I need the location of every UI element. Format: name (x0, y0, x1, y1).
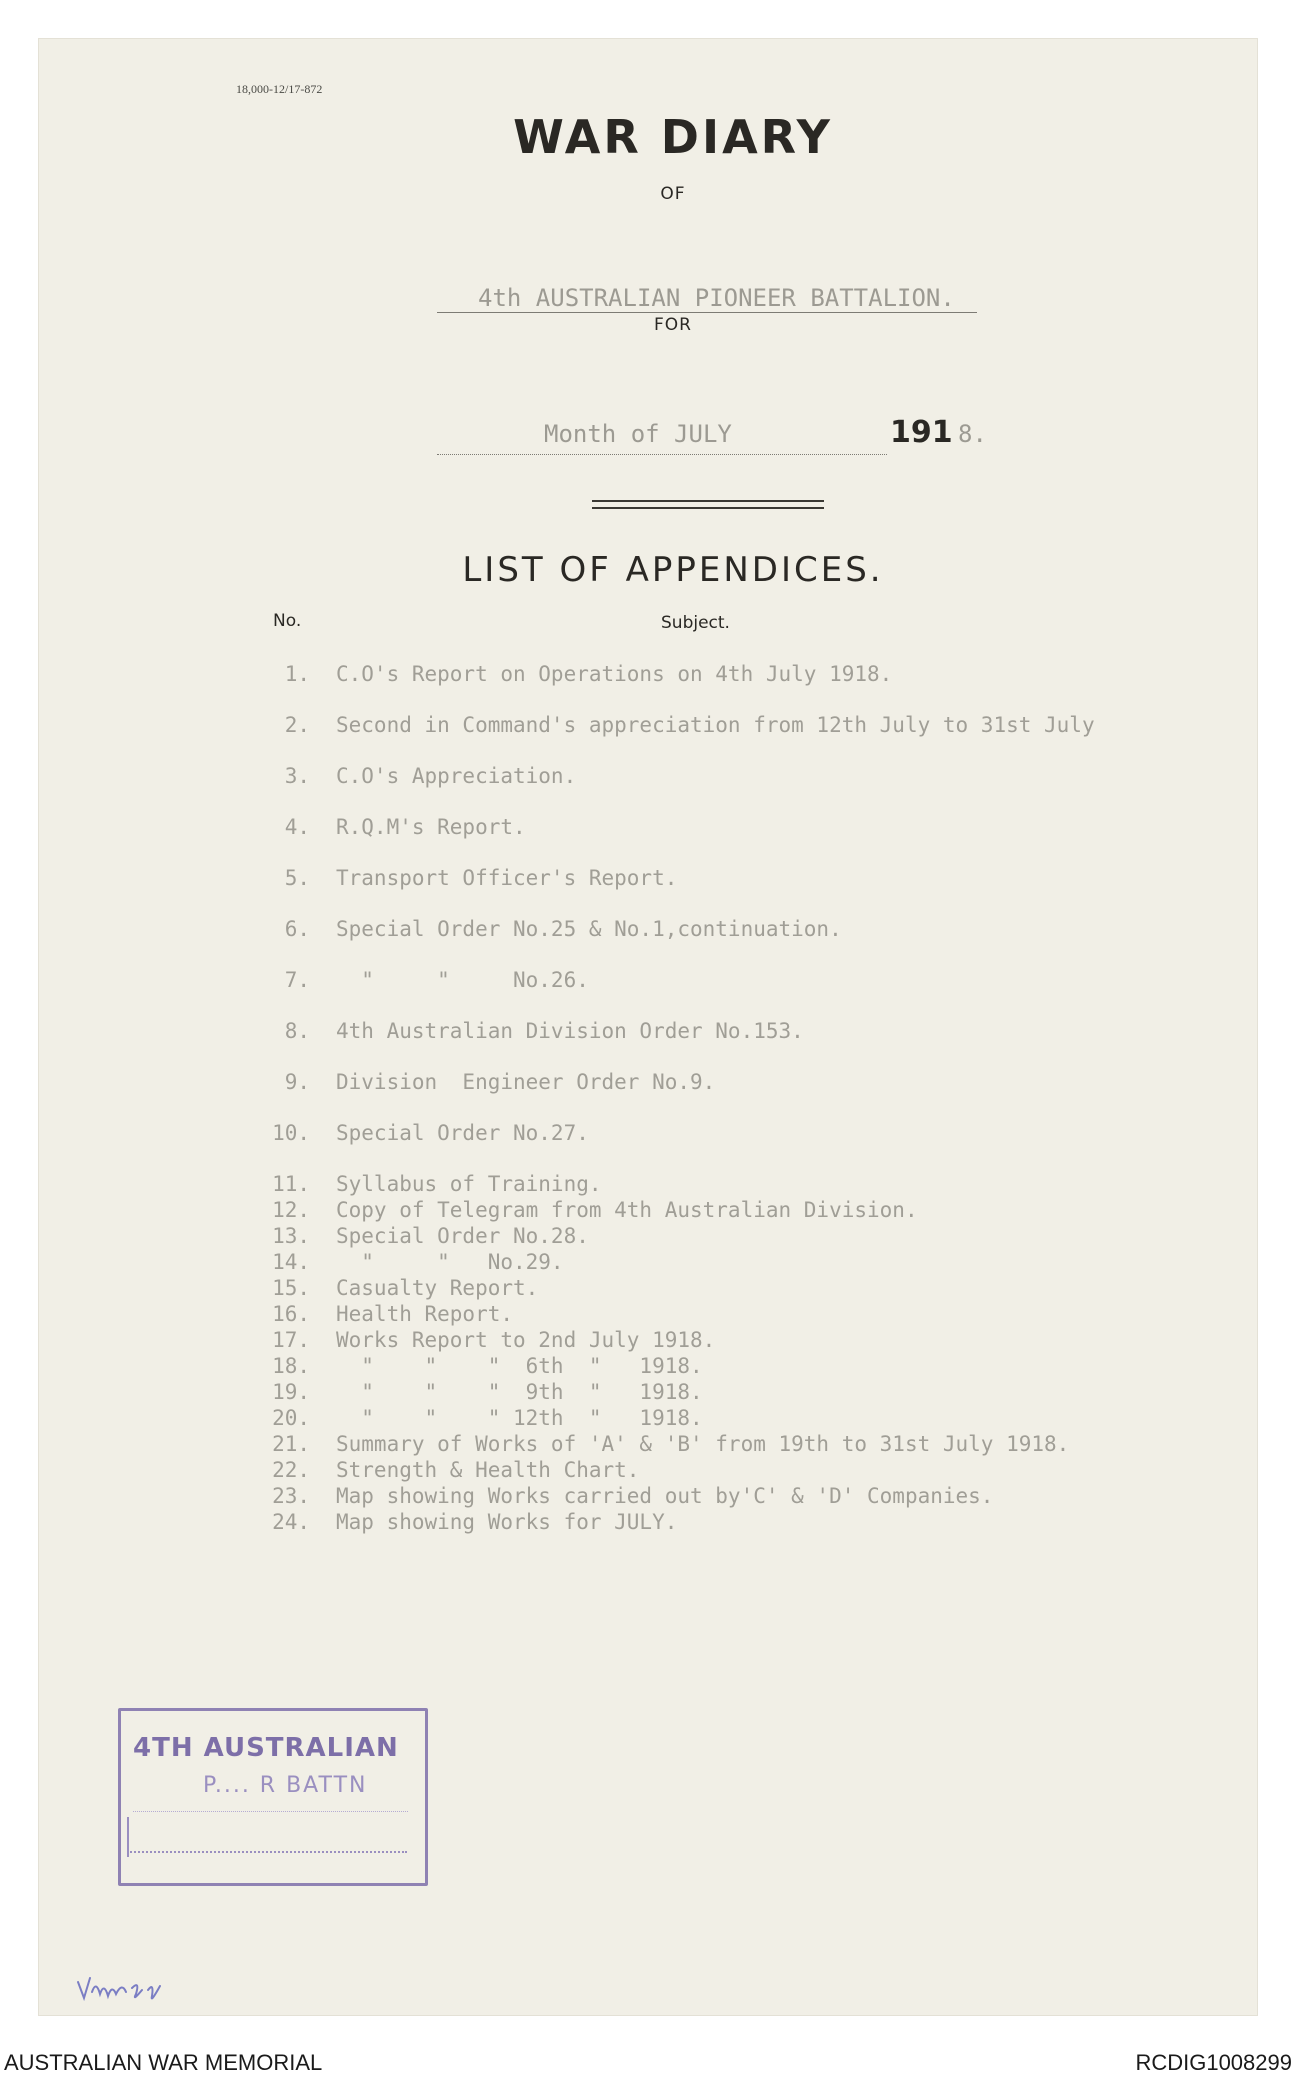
list-item (270, 1354, 703, 1378)
item-number: 16. (272, 1302, 310, 1326)
list-item (270, 1070, 715, 1094)
list-item (270, 1276, 538, 1300)
list-item (270, 1432, 1069, 1456)
item-subject: C.O's Report on Operations on 4th July 1918. (336, 662, 893, 686)
stamp-dotted-line (133, 1801, 408, 1812)
unit-stamp (118, 1708, 428, 1886)
item-subject: 4th Australian Division Order No.153. (336, 1019, 804, 1043)
list-item (270, 1510, 677, 1534)
item-number: 11. (272, 1172, 310, 1196)
item-subject: Special Order No.28. (336, 1224, 589, 1248)
year-prefix: 191 (890, 415, 953, 450)
item-subject: Division Engineer Order No.9. (336, 1070, 716, 1094)
item-subject: Second in Command's appreciation from 12th July to 31st July (336, 713, 1095, 737)
item-number: 13. (272, 1224, 310, 1248)
of-label: OF (660, 184, 686, 204)
list-item (270, 1380, 703, 1404)
item-subject: Special Order No.27. (336, 1121, 589, 1145)
item-subject: Summary of Works of 'A' & 'B' from 19th to 31st July 1918. (336, 1432, 1070, 1456)
item-subject: Copy of Telegram from 4th Australian Division. (336, 1198, 918, 1222)
list-item (270, 1224, 589, 1248)
item-number: 9. (284, 1070, 310, 1094)
for-label: FOR (654, 315, 692, 335)
list-item (270, 1121, 589, 1145)
item-number: 6. (284, 917, 310, 941)
list-item (270, 815, 526, 839)
footer-record-id: RCDIG1008299 (1135, 2050, 1292, 2075)
item-number: 23. (272, 1484, 310, 1508)
form-code: 18,000-12/17-872 (236, 82, 323, 96)
item-subject: Works Report to 2nd July 1918. (336, 1328, 716, 1352)
item-number: 18. (272, 1354, 310, 1378)
item-number: 5. (284, 866, 310, 890)
list-item (270, 713, 1095, 737)
item-number: 14. (272, 1250, 310, 1274)
item-number: 19. (272, 1380, 310, 1404)
year-suffix: 8. (958, 420, 987, 448)
item-number: 7. (284, 968, 310, 992)
item-number: 21. (272, 1432, 310, 1456)
column-header-no: No. (273, 611, 302, 631)
item-subject: " " " 12th " 1918. (336, 1406, 703, 1430)
item-number: 3. (284, 764, 310, 788)
list-heading: LIST OF APPENDICES. (462, 550, 884, 590)
list-item (270, 1198, 918, 1222)
unit-name: 4th AUSTRALIAN PIONEER BATTALION. (478, 284, 955, 312)
item-subject: Casualty Report. (336, 1276, 539, 1300)
item-subject: " " No.26. (336, 968, 589, 992)
item-subject: R.Q.M's Report. (336, 815, 526, 839)
item-number: 15. (272, 1276, 310, 1300)
list-item (270, 917, 842, 941)
item-subject: Health Report. (336, 1302, 514, 1326)
stamp-date-line (127, 1837, 407, 1853)
list-item (270, 866, 677, 890)
list-item (270, 1406, 703, 1430)
list-item (270, 1019, 804, 1043)
list-item (270, 662, 892, 686)
list-item (270, 1172, 602, 1196)
item-number: 17. (272, 1328, 310, 1352)
list-item (270, 1250, 564, 1274)
list-item (270, 1302, 513, 1326)
page-title: WAR DIARY (513, 110, 833, 164)
footer-institution: AUSTRALIAN WAR MEMORIAL (4, 2050, 323, 2075)
list-item (270, 764, 576, 788)
item-subject: Special Order No.25 & No.1,continuation. (336, 917, 842, 941)
item-number: 8. (284, 1019, 310, 1043)
stamp-line-1: 4TH AUSTRALIAN (133, 1733, 399, 1763)
item-subject: " " " 6th " 1918. (336, 1354, 703, 1378)
list-item (270, 1328, 715, 1352)
item-subject: Strength & Health Chart. (336, 1458, 640, 1482)
list-item (270, 968, 589, 992)
item-subject: Map showing Works carried out by'C' & 'D' Companies. (336, 1484, 994, 1508)
item-subject: Map showing Works for JULY. (336, 1510, 678, 1534)
stamp-line-2: P.... R BATTN (203, 1773, 368, 1798)
item-subject: " " No.29. (336, 1250, 564, 1274)
item-number: 10. (272, 1121, 310, 1145)
item-number: 20. (272, 1406, 310, 1430)
column-header-subject: Subject. (661, 613, 730, 633)
double-rule-divider (592, 500, 824, 509)
list-item (270, 1458, 639, 1482)
handwritten-signature (74, 1960, 174, 2010)
item-number: 4. (284, 815, 310, 839)
item-subject: " " " 9th " 1918. (336, 1380, 703, 1404)
item-number: 1. (284, 662, 310, 686)
item-number: 24. (272, 1510, 310, 1534)
item-subject: Transport Officer's Report. (336, 866, 678, 890)
item-subject: Syllabus of Training. (336, 1172, 602, 1196)
item-number: 2. (284, 713, 310, 737)
item-number: 22. (272, 1458, 310, 1482)
list-item (270, 1484, 993, 1508)
item-number: 12. (272, 1198, 310, 1222)
month-field: Month of JULY (544, 420, 732, 448)
item-subject: C.O's Appreciation. (336, 764, 577, 788)
